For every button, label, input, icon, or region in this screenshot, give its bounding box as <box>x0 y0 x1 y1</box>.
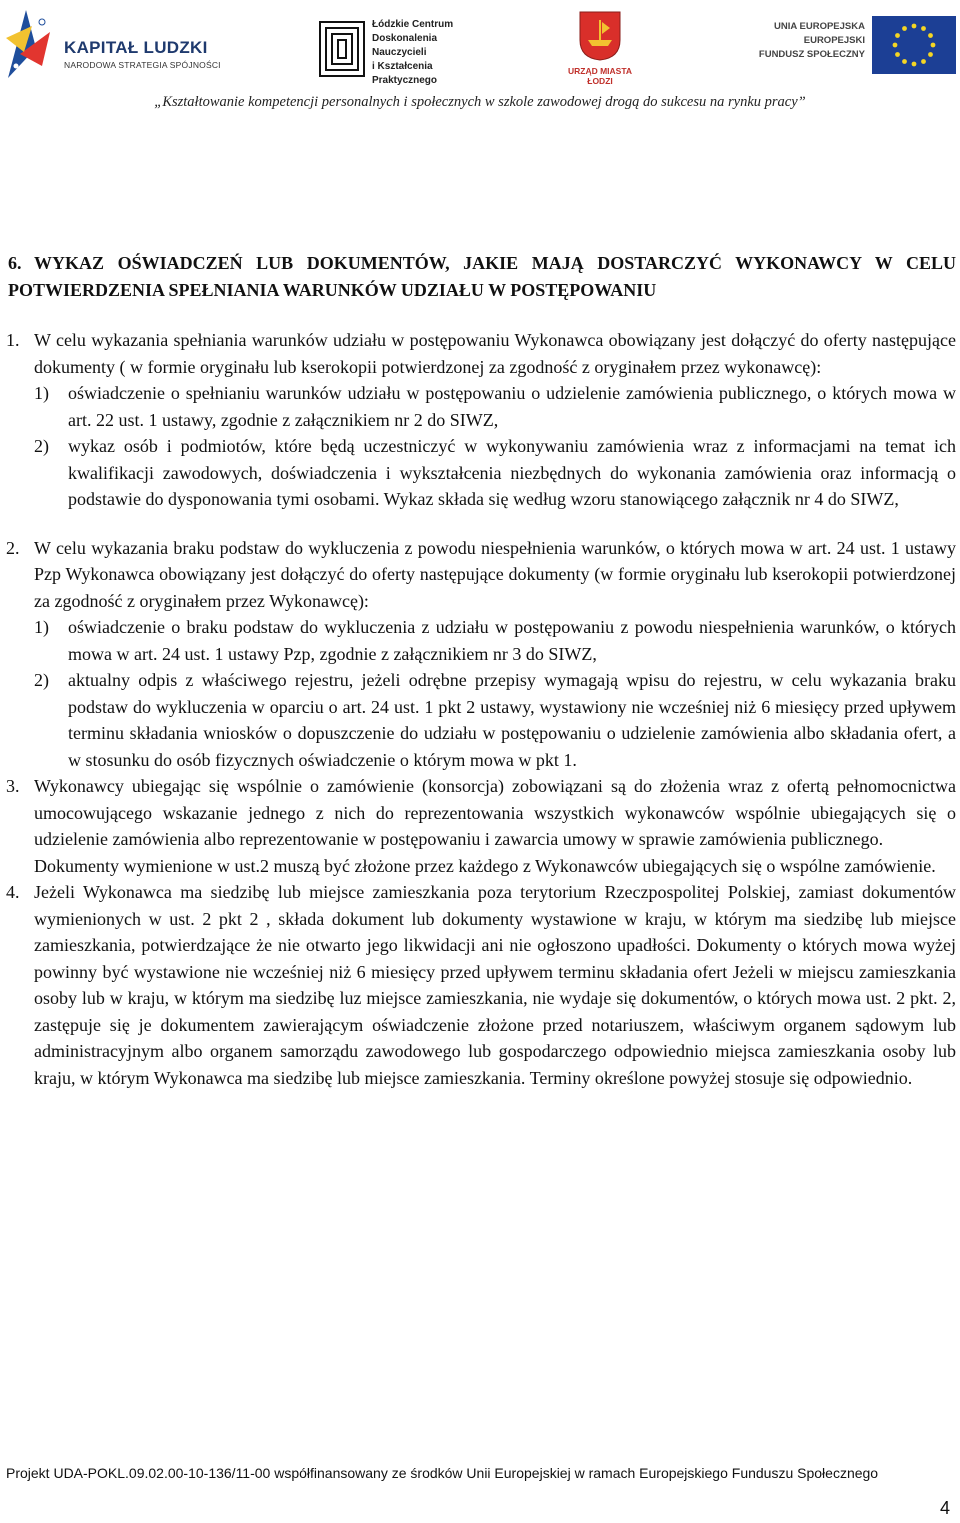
sub-item-number: 2) <box>34 670 49 690</box>
sub-item-text: oświadczenie o spełnianiu warunków udziału w postępowaniu o udzielenie zamówienia publicznego, o których mowa w art. 22 ust. 1 ustawy, zgodnie z załącznikiem nr 2 do SIWZ, <box>68 383 956 430</box>
unia-europejska-logo <box>750 14 960 80</box>
item-number: 4. <box>6 882 20 902</box>
kapital-ludzki-subtitle: NARODOWA STRATEGIA SPÓJNOŚCI <box>64 60 221 70</box>
project-tagline: „Kształtowanie kompetencji personalnych i społecznych w szkole zawodowej drogą do sukcesu na rynku pracy” <box>154 94 806 110</box>
kapital-ludzki-title: KAPITAŁ LUDZKI <box>64 38 208 57</box>
item-number: 2. <box>6 537 20 558</box>
eu-star-icon <box>912 62 917 67</box>
ue-line-3: FUNDUSZ SPOŁECZNY <box>758 49 865 60</box>
eu-flag-icon <box>872 16 956 74</box>
sub-item-number: 2) <box>34 436 49 456</box>
eu-star-icon <box>928 33 933 38</box>
sub-item-text: wykaz osób i podmiotów, które będą uczestniczyć w wykonywaniu zamówienia wraz z informacjami na temat ich kwalifikacji zawodowych, doświadczenia i wykształcenia niezbędnych do wykonania zamówienia oraz informacją o podstawie do dysponowania tymi osobami. Wykaz składa się według wzoru stanowiącego załącznik nr 4 do SIWZ, <box>68 436 956 509</box>
ue-line-1: UNIA EUROPEJSKA <box>774 21 865 32</box>
item-text: W celu wykazania braku podstaw do wykluczenia z powodu niespełnienia warunków, o których mowa w art. 24 ust. 1 ustawy Pzp Wykonawca obowiązany jest dołączyć do oferty następujące dokumenty (w formie oryginału lub kserokopii potwierdzonej za zgodność z oryginałem przez Wykonawcę): <box>34 537 956 611</box>
eu-star-icon <box>902 26 907 31</box>
list-item-3 <box>6 773 956 879</box>
section-title: WYKAZ OŚWIADCZEŃ LUB DOKUMENTÓW, JAKIE MAJĄ DOSTARCZYĆ WYKONAWCY W CELU POTWIERDZENIA SPEŁNIANIA WARUNKÓW UDZIAŁU W POSTĘPOWANIU <box>8 253 956 300</box>
page-number: 4 <box>940 1498 951 1518</box>
eu-star-icon <box>928 52 933 57</box>
unia-europejska-name <box>750 20 865 62</box>
item-text: Wykonawcy ubiegając się wspólnie o zamówienie (konsorcja) zobowiązani są do złożenia wraz z ofertą pełnomocnictwa umocowującego wskazanie jednego z nich do reprezentowania wszystkich wykonawców wspólnie ubiegających się o udzielenie zamówienia albo reprezentowanie w postępowaniu i zawarcia umowy w sprawie zamówienia publicznego. <box>34 776 956 849</box>
eu-star-icon <box>921 59 926 64</box>
item-text: W celu wykazania spełniania warunków udziału w postępowaniu Wykonawca obowiązany jest dołączyć do oferty następujące dokumenty ( w formie oryginału lub kserokopii potwierdzonej za zgodność z oryginałem przez wykonawcę): <box>34 330 956 377</box>
centrum-line-3: i Kształcenia Praktycznego <box>372 61 438 86</box>
item-extra-text: Dokumenty wymienione w ust.2 muszą być złożone przez każdego z Wykonawców ubiegających się o wspólne zamówienie. <box>34 855 936 876</box>
eu-star-icon <box>895 52 900 57</box>
centrum-line-1: Łódzkie Centrum <box>372 19 454 30</box>
lodz-coat-of-arms-icon <box>578 10 622 62</box>
kapital-ludzki-logo <box>2 8 222 80</box>
centrum-squares-icon <box>318 20 366 78</box>
eu-star-icon <box>902 59 907 64</box>
sub-item <box>34 667 956 773</box>
list-item-1 <box>6 327 956 513</box>
sub-item-text: aktualny odpis z właściwego rejestru, jeżeli odrębne przepisy wymagają wpisu do rejestru, w celu wykazania braku podstaw do wykluczenia w oparciu o art. 24 ust. 1 pkt 2 ustawy, wystawiony nie wcześniej niż 6 miesięcy przed upływem terminu składania wniosków o dopuszczenie do udziału w postępowaniu o udzielenie zamówienia albo składania ofert, a w stosunku do osób fizycznych oświadczenie o którym mowa w pkt 1. <box>68 670 956 770</box>
section-number: 6. <box>8 253 22 273</box>
eu-star-icon <box>895 33 900 38</box>
sub-item <box>34 433 956 513</box>
ue-line-2: EUROPEJSKI <box>803 35 865 46</box>
sub-item-text: oświadczenie o braku podstaw do wykluczenia z udziału w postępowaniu z powodu niespełnienia warunków, o których mowa w art. 24 ust. 1 ustawy Pzp, zgodnie z załącznikiem nr 3 do SIWZ, <box>68 617 956 664</box>
logo-bar <box>0 0 960 90</box>
eu-star-icon <box>921 26 926 31</box>
list-item-2 <box>6 535 956 774</box>
sub-item <box>34 614 956 667</box>
kapital-ludzki-emblem-icon <box>2 8 60 80</box>
sub-item-number: 1) <box>34 383 49 403</box>
sub-item-number: 1) <box>34 617 49 637</box>
item-number: 3. <box>6 776 20 796</box>
document-body <box>6 250 956 1091</box>
urzad-miasta-logo <box>555 10 645 86</box>
item-number: 1. <box>6 330 20 350</box>
item-text: Jeżeli Wykonawca ma siedzibę lub miejsce zamieszkania poza terytorium Rzeczpospolitej Polskiej, zamiast dokumentów wymienionych w ust. 2 pkt 2 , składa dokument lub dokumenty wystawione w kraju, w którym ma siedzibę lub miejsce zamieszkania, potwierdzające że nie otwarto jego likwidacji ani nie ogłoszono upadłości. Dokumenty o których mowa wyżej powinny być wystawione nie wcześniej niż 6 miesięcy przed upływem terminu składania ofert Jeżeli w miejscu zamieszkania osoby lub w kraju, w którym ma siedzibę luz miejsce zamieszkania, nie wydaje się dokumentów, o których mowa ust. 2 pkt. 2, zastępuje się je dokumentem zawierającym oświadczenie złożone przed notariuszem, właściwym organem sądowym lub administracyjnym albo organem samorządu zawodowego lub gospodarczego odpowiednio miejsca zamieszkania osoby lub kraju, w którym Wykonawca ma siedzibę lub miejsce zamieszkania. Terminy określone powyżej stosuje się odpowiednio. <box>34 882 956 1088</box>
page-footer: Projekt UDA-POKL.09.02.00-10-136/11-00 współfinansowany ze środków Unii Europejskiej w ramach Europejskiego Funduszu Społecznego <box>6 1465 879 1481</box>
urzad-miasta-name: URZĄD MIASTA ŁODZI <box>567 66 633 86</box>
sub-item <box>34 380 956 433</box>
centrum-logo <box>318 18 478 86</box>
section-heading <box>8 250 956 303</box>
eu-star-icon <box>893 43 898 48</box>
centrum-line-2: Doskonalenia Nauczycieli <box>372 33 438 58</box>
list-item-4 <box>6 879 956 1091</box>
eu-star-icon <box>912 24 917 29</box>
eu-star-icon <box>931 43 936 48</box>
centrum-name <box>372 18 478 88</box>
